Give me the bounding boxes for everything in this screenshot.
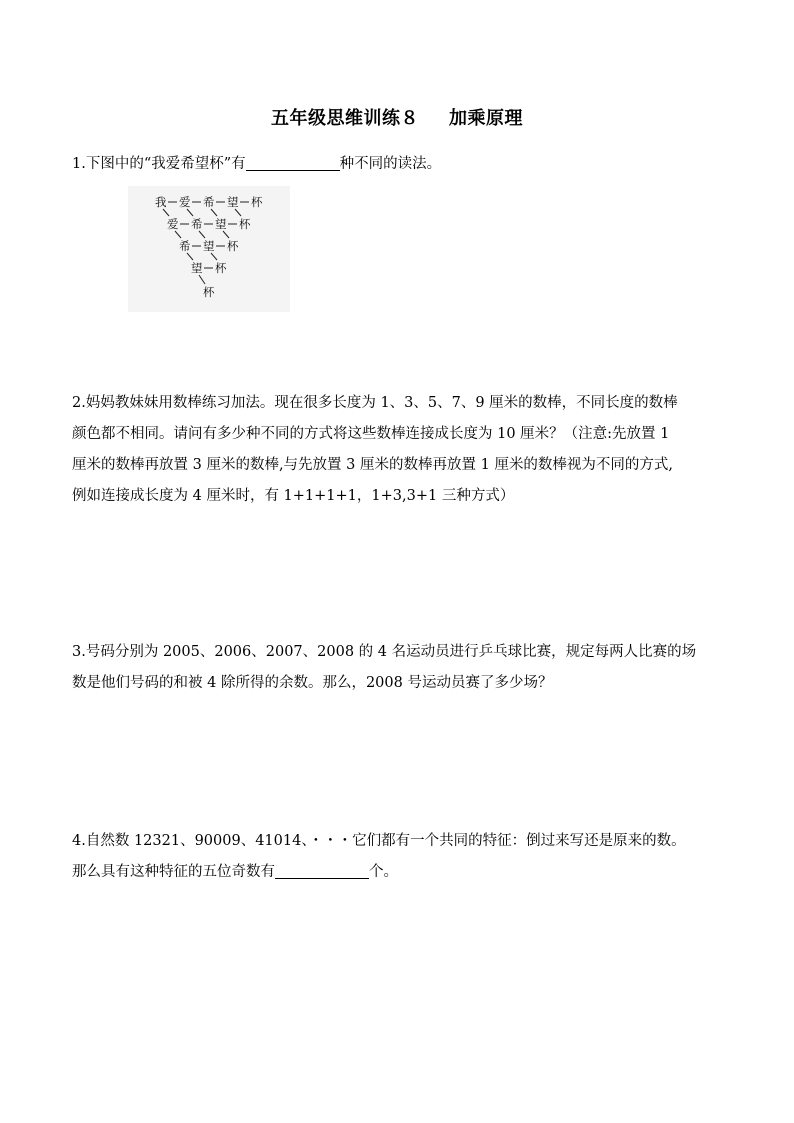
q1-answer-blank[interactable] <box>246 154 340 171</box>
q1-prefix: 1.下图中的“我爱希望杯”有 <box>72 156 246 172</box>
diagram-connector <box>199 275 205 284</box>
diagram-char: 杯 <box>251 195 263 209</box>
diagram-char: 杯 <box>203 285 215 299</box>
diagram-svg <box>128 186 290 312</box>
question-3 <box>72 637 724 699</box>
diagram-connector <box>175 231 181 238</box>
q2-line: 2.妈妈教妹妹用数棒练习加法。现在很多长度为 1、3、5、7、9 厘米的数棒，不同长度的数棒 <box>72 395 678 411</box>
diagram-char: 杯 <box>227 239 239 253</box>
diagram-connector <box>199 231 205 238</box>
diagram-char: 望 <box>227 195 239 209</box>
q2-line: 颜色都不相同。请问有多少种不同的方式将这些数棒连接成长度为 10 厘米？（注意:先放置 1 <box>72 426 670 442</box>
diagram-char: 杯 <box>215 261 227 275</box>
diagram-char: 望 <box>203 239 215 253</box>
diagram-char: 爱 <box>167 217 179 231</box>
q3-line: 3.号码分别为 2005、2006、2007、2008 的 4 名运动员进行乒乓球比赛，规定每两人比赛的场 <box>72 644 697 660</box>
diagram-char: 我 <box>155 195 167 209</box>
question-4 <box>72 826 724 888</box>
title-main: 五年级思维训练８ <box>271 108 419 129</box>
title-topic: 加乘原理 <box>449 108 523 129</box>
diagram-connector <box>211 209 217 216</box>
diagram-connector <box>187 253 193 260</box>
question-1 <box>72 149 724 180</box>
q1-suffix: 种不同的读法。 <box>339 156 442 172</box>
q4-answer-blank[interactable] <box>275 862 369 879</box>
diagram-char: 爱 <box>179 195 191 209</box>
reading-path-diagram <box>128 186 290 312</box>
q4-prefix: 那么具有这种特征的五位奇数有 <box>72 864 275 880</box>
diagram-char: 望 <box>215 217 227 231</box>
q4-line-1: 4.自然数 12321、90009、41014、・・・它们都有一个共同的特征：倒过来写还是原来的数。 <box>72 833 686 849</box>
q3-line: 数是他们号码的和被 4 除所得的余数。那么，2008 号运动员赛了多少场？ <box>72 675 553 691</box>
diagram-connector <box>235 209 241 216</box>
diagram-connector <box>187 209 193 216</box>
q2-line: 例如连接成长度为 4 厘米时，有 1+1+1+1，1+3,3+1 三种方式） <box>72 488 515 504</box>
diagram-connector <box>211 253 217 260</box>
diagram-connector <box>163 209 169 216</box>
diagram-char: 希 <box>203 195 215 209</box>
q4-suffix: 个。 <box>369 864 398 880</box>
diagram-char: 希 <box>191 217 203 231</box>
diagram-connector <box>223 231 229 238</box>
page-title <box>0 104 794 130</box>
q2-line: 厘米的数棒再放置 3 厘米的数棒,与先放置 3 厘米的数棒再放置 1 厘米的数棒视为不同的方式, <box>72 457 674 473</box>
question-2 <box>72 388 724 512</box>
diagram-char: 望 <box>191 261 203 275</box>
diagram-char: 杯 <box>239 217 251 231</box>
diagram-char: 希 <box>179 239 191 253</box>
